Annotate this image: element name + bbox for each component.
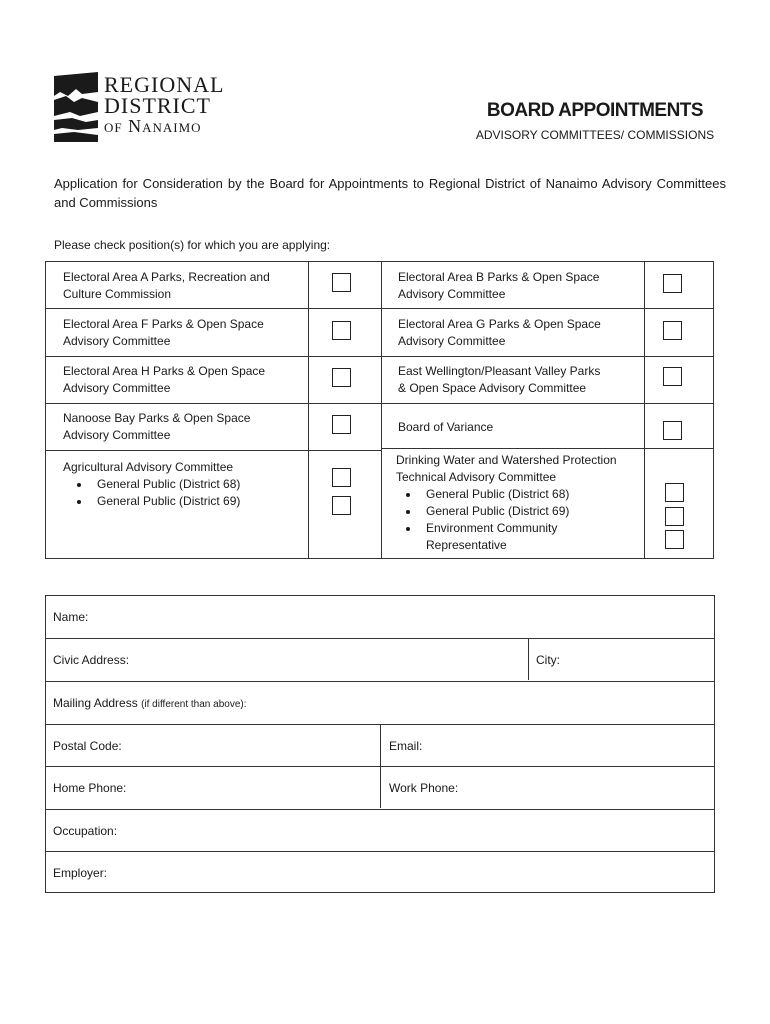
checkbox-drinking-water-d68[interactable] [665, 483, 684, 502]
position-nanoose-bay-label: Nanoose Bay Parks & Open Space Advisory Committee [63, 411, 251, 442]
position-agricultural-label: Agricultural Advisory Committee • General Public (District 68) • General Public (District 69) [63, 459, 240, 510]
occupation-label: Occupation: [53, 824, 118, 838]
checkbox-drinking-water-env[interactable] [665, 530, 684, 549]
logo-line-1: REGIONAL [104, 72, 225, 97]
check-instruction: Please check position(s) for which you are applying: [54, 238, 331, 252]
position-area-f-label: Electoral Area F Parks & Open Space Advisory Committee [63, 317, 264, 348]
applicant-form [45, 595, 715, 893]
agricultural-d69-label: • General Public (District 69) [91, 493, 240, 510]
postal-code-label: Postal Code: [53, 739, 122, 753]
checkbox-drinking-water-d69[interactable] [665, 507, 684, 526]
rdn-logo-wordmark [104, 74, 224, 137]
employer-row[interactable] [46, 851, 714, 893]
positions-table [45, 261, 714, 559]
checkbox-area-a[interactable] [332, 273, 351, 292]
name-row[interactable] [46, 596, 714, 638]
city-label: City: [536, 653, 560, 667]
checkbox-board-of-variance[interactable] [663, 421, 682, 440]
email-label: Email: [389, 739, 423, 753]
drinking-water-env-label: • Environment Community Representative [420, 520, 576, 554]
position-area-h-label: Electoral Area H Parks & Open Space Advisory Committee [63, 364, 266, 395]
agricultural-d68-label: • General Public (District 68) [91, 476, 240, 493]
checkbox-east-wellington[interactable] [663, 367, 682, 386]
position-area-a-label: Electoral Area A Parks, Recreation and Culture Commission [63, 270, 270, 301]
occupation-row[interactable] [46, 809, 714, 851]
position-east-wellington-label: East Wellington/Pleasant Valley Parks & Open Space Advisory Committee [398, 364, 601, 395]
civic-address-label: Civic Address: [53, 653, 130, 667]
position-board-of-variance-label: Board of Variance [398, 420, 494, 434]
rdn-logo [52, 72, 232, 146]
position-area-g-label: Electoral Area G Parks & Open Space Advisory Committee [398, 317, 601, 348]
phone-row [46, 766, 714, 808]
logo-line-3: of Nanaimo [104, 116, 202, 136]
name-label: Name: [53, 610, 89, 624]
work-phone-label: Work Phone: [389, 781, 459, 795]
rdn-logo-mark [52, 72, 100, 144]
employer-label: Employer: [53, 866, 108, 880]
checkbox-area-h[interactable] [332, 368, 351, 387]
postal-email-row [46, 724, 714, 766]
checkbox-area-f[interactable] [332, 321, 351, 340]
home-phone-label: Home Phone: [53, 781, 127, 795]
logo-line-2: DISTRICT [104, 93, 211, 118]
page-subtitle: ADVISORY COMMITTEES/ COMMISSIONS [475, 128, 715, 142]
intro-text: Application for Consideration by the Board for Appointments to Regional District of Nanaimo Advisory Committees and Commissions [54, 176, 726, 210]
checkbox-agricultural-d68[interactable] [332, 468, 351, 487]
drinking-water-d68-label: • General Public (District 68) [420, 486, 646, 503]
mailing-address-row[interactable] [46, 681, 714, 723]
checkbox-nanoose-bay[interactable] [332, 415, 351, 434]
drinking-water-d69-label: • General Public (District 69) [420, 503, 646, 520]
mailing-address-label: Mailing Address (if different than above): [53, 696, 247, 710]
checkbox-area-g[interactable] [663, 321, 682, 340]
checkbox-agricultural-d69[interactable] [332, 496, 351, 515]
civic-address-row [46, 638, 714, 680]
page-title: BOARD APPOINTMENTS [486, 100, 704, 121]
position-area-b-label: Electoral Area B Parks & Open Space Advisory Committee [398, 270, 600, 301]
position-drinking-water-label: Drinking Water and Watershed Protection Technical Advisory Committee • General Public (District 68) • General Public (District 69) • Environment Community Representative [396, 452, 646, 554]
checkbox-area-b[interactable] [663, 274, 682, 293]
mailing-address-note: (if different than above): [141, 699, 247, 710]
